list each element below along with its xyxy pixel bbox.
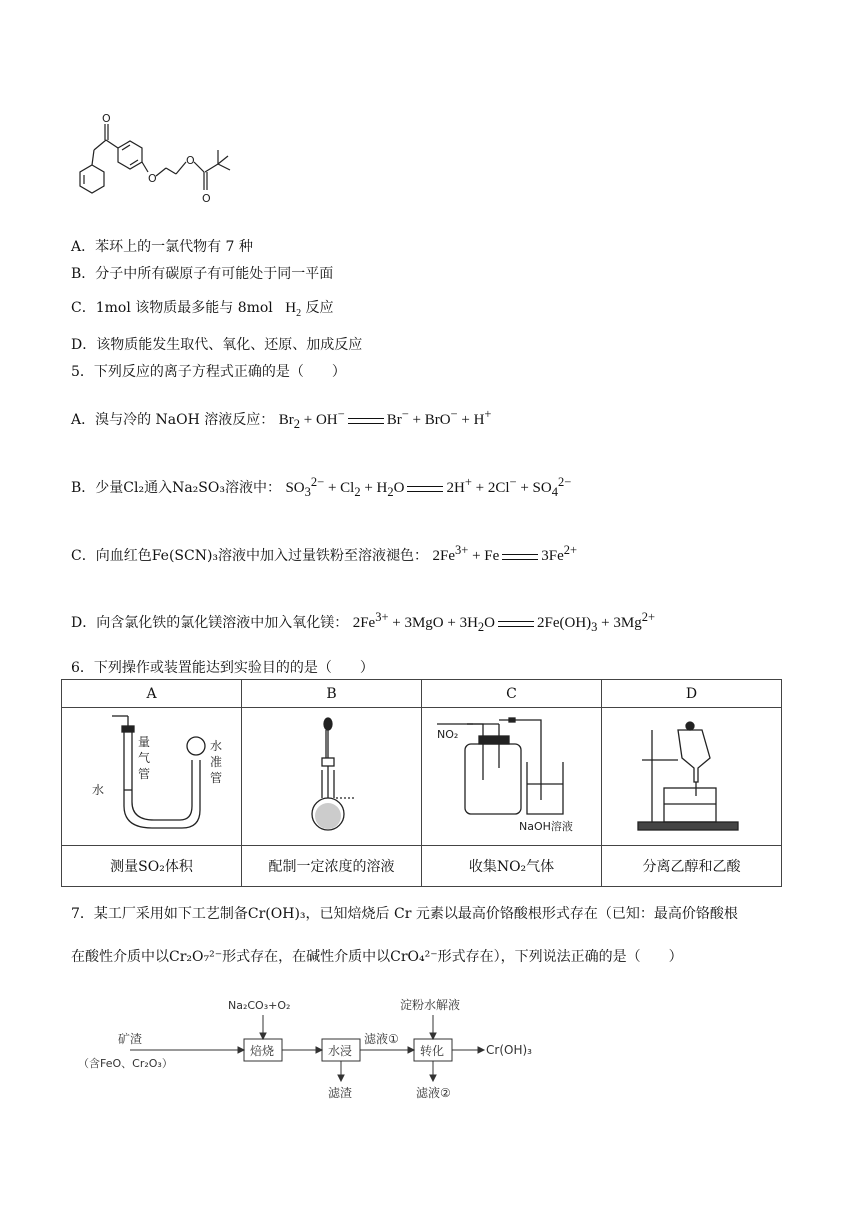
q5-option-c-equation: $2Fe^{3+} + Fe$ $3Fe^{2+}$ [432, 543, 578, 564]
svg-text:气: 气 [137, 750, 150, 765]
flow-product: Cr(OH)₃ [486, 1043, 532, 1057]
svg-text:O: O [202, 192, 211, 205]
q5-option-c-label: C．向血红色Fe(SCN)₃溶液中加入过量铁粉至溶液褪色： [71, 548, 429, 564]
q6-header-a: A [62, 680, 242, 708]
flow-raw-note: （含FeO、Cr₂O₃） [78, 1057, 173, 1070]
q6-header-b: B [242, 680, 422, 708]
q4-option-a: A．苯环上的一氯代物有 7 种 [71, 239, 253, 255]
q6-figure-b [242, 708, 422, 846]
q5-option-b-equation: $SO_3^{2-} + Cl_2 + H_2O$ $2H^+ + 2Cl^- + SO_4^{2-}$ [285, 475, 572, 499]
gas-tube-label: 量 [137, 734, 150, 749]
svg-text:O: O [102, 112, 111, 125]
q6-figure-c [422, 708, 602, 846]
naoh-label: NaOH溶液 [518, 819, 573, 833]
separatory-funnel-apparatus [612, 710, 772, 840]
flow-residue: 滤渣 [328, 1086, 353, 1100]
q5-option-a-equation: $Br_2 + OH^-$ Br− + BrO− + H+ [278, 407, 492, 431]
q6-caption-d: 分离乙醇和乙酸 [602, 846, 782, 887]
q6-options-table [61, 679, 782, 887]
q6-caption-b: 配制一定浓度的溶液 [242, 846, 422, 887]
flow-filtrate-2: 滤液② [416, 1086, 451, 1100]
flow-step-roast: 焙烧 [250, 1044, 275, 1058]
q5-option-c [71, 543, 577, 565]
flow-raw-material: 矿渣 [118, 1032, 143, 1046]
q4-option-c-prefix: C．1mol 该物质最多能与 8mol [71, 300, 273, 316]
q4-option-b: B．分子中所有碳原子有可能处于同一平面 [71, 266, 334, 282]
q5-option-d [71, 610, 655, 635]
svg-text:管: 管 [209, 770, 222, 785]
q5-stem: 5．下列反应的离子方程式正确的是（ ） [71, 364, 346, 380]
q7-stem-line2: 在酸性介质中以Cr₂O₇²⁻形式存在，在碱性介质中以CrO₄²⁻形式存在），下列说法正确的是（ ） [71, 949, 683, 965]
q6-header-d: D [602, 680, 782, 708]
q5-option-b-label: B．少量Cl₂通入Na₂SO₃溶液中： [71, 480, 281, 496]
level-tube-label: 水 [209, 738, 222, 753]
flow-reagent-1: Na₂CO₃+O₂ [228, 999, 291, 1012]
q6-figure-a [62, 708, 242, 846]
q4-option-c-h2: H [285, 300, 297, 316]
svg-text:O: O [148, 172, 157, 185]
q4-option-c [71, 297, 334, 319]
svg-text:管: 管 [137, 766, 150, 781]
svg-text:O: O [186, 154, 195, 167]
no2-label: NO₂ [436, 727, 458, 741]
q4-option-c-suffix: 反应 [305, 300, 334, 316]
q4-option-d: D．该物质能发生取代、氧化、还原、加成反应 [71, 337, 363, 353]
flow-step-leach: 水浸 [328, 1044, 353, 1058]
svg-text:准: 准 [209, 754, 222, 769]
q5-option-d-equation: $2Fe^{3+} + 3MgO + 3H_2O$ $2Fe(OH)_3 + 3Mg^{2+}$ [352, 610, 656, 634]
process-flow-diagram [70, 995, 570, 1110]
q6-stem: 6．下列操作或装置能达到实验目的的是（ ） [71, 660, 374, 676]
q6-caption-a: 测量SO₂体积 [62, 846, 242, 887]
gas-collection-apparatus [427, 710, 597, 840]
q5-option-d-label: D．向含氯化铁的氯化镁溶液中加入氧化镁： [71, 615, 349, 631]
q5-option-a [71, 407, 491, 432]
q6-caption-c: 收集NO₂气体 [422, 846, 602, 887]
gas-measuring-apparatus [72, 710, 232, 840]
q5-option-b [71, 475, 571, 500]
flow-filtrate-1: 滤液① [364, 1032, 399, 1046]
q6-header-c: C [422, 680, 602, 708]
flow-step-convert: 转化 [420, 1044, 445, 1058]
flow-reagent-2: 淀粉水解液 [400, 998, 461, 1012]
volumetric-flask-apparatus [252, 710, 412, 840]
q7-stem-line1: 7．某工厂采用如下工艺制备Cr(OH)₃，已知焙烧后 Cr 元素以最高价铬酸根形式存在（已知：最高价铬酸根 [71, 906, 738, 922]
water-label: 水 [91, 782, 104, 797]
q6-figure-d [602, 708, 782, 846]
molecule-structure [70, 110, 240, 210]
q5-option-a-label: A．溴与冷的 NaOH 溶液反应： [71, 412, 275, 428]
q4-option-c-h2-sub: 2 [296, 308, 302, 319]
